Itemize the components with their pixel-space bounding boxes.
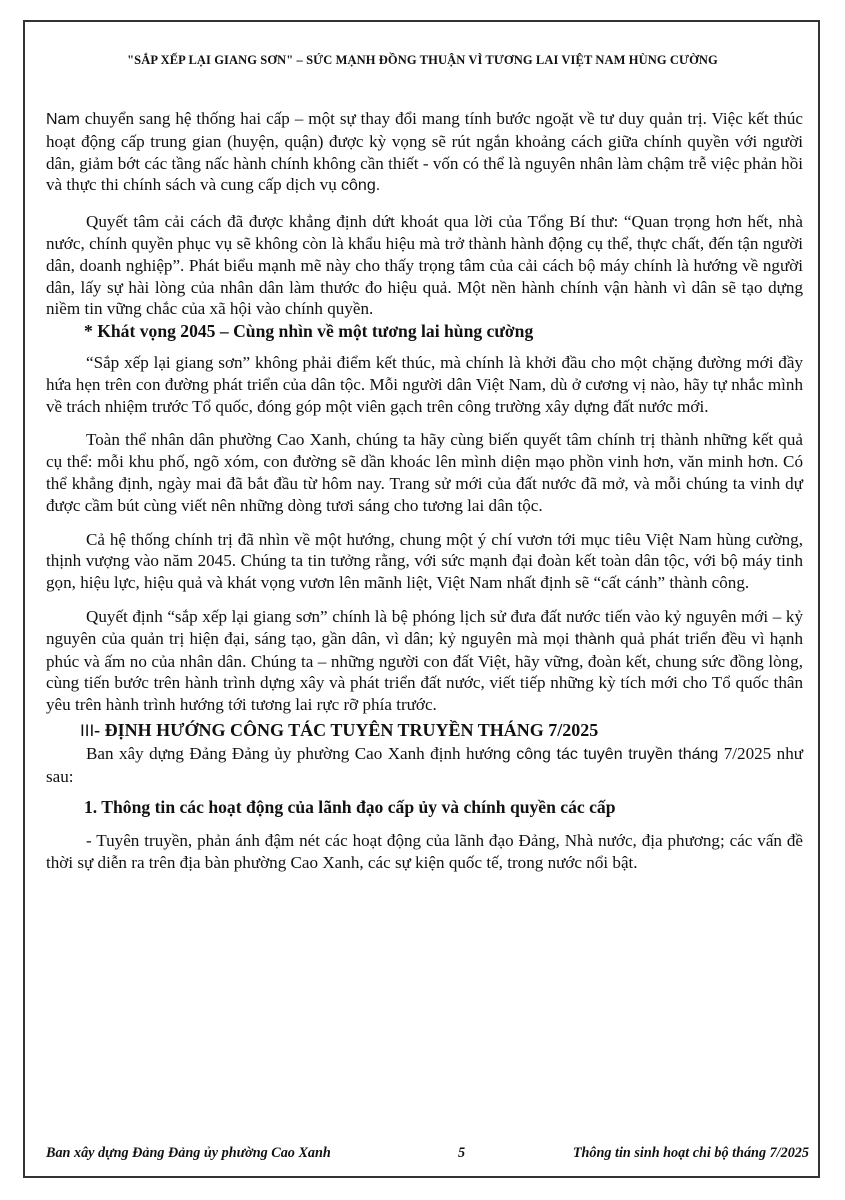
page-footer [46,1145,809,1165]
paragraph-text: Quyết định “sắp xếp lại giang sơn” chính là bệ phóng lịch sử đưa đất nước tiến vào kỷ nguyên mới – kỷ nguyên của quản trị hiện đại, sáng tạo, gần dân, vì dân; kỷ nguyên mà mọi [46,606,803,648]
paragraph-political-system: Cả hệ thống chính trị đã nhìn về một hướng, chung một ý chí vươn tới mục tiêu Việt Nam hùng cường, thịnh vượng vào năm 2045. Chúng ta tin tưởng rằng, với sức mạnh đại đoàn kết toàn dân tộc, với bộ máy tinh gọn, hiệu lực, hiệu quả và khát vọng vươn lên mãnh liệt, Việt Nam nhất định sẽ “cất cánh” thành công. [46,529,803,593]
paragraph-text: chuyển sang hệ thống hai cấp – một sự thay đổi mang tính bước ngoặt về tư duy quản trị. Việc kết thúc hoạt động cấp trung gian (huyện, quận) được kỳ vọng sẽ rút ngắn khoảng cách giữa chính quyền với người dân, giảm bớt các tầng nấc hành chính không cần thiết - vốn có thể là nguyên nhân làm chậm trễ việc phản hồi và thực thi chính sách và cung cấp dịch vụ [46,109,803,195]
paragraph-word: thành [574,630,615,648]
paragraph-text: quả phát triển đều vì hạnh phúc và ấm no của nhân dân. Chúng ta – những người con đất Việt, hãy vững, đoàn kết, chung sức đồng lòng, cùng tiến bước trên hành trình dựng xây và phát triển đất nước, viết tiếp những kỳ tích mới cho Tổ quốc thân yêu trên hành trình hướng tới tương lai rực rỡ phía trước. [46,628,804,715]
footer-publication: Thông tin sinh hoạt chi bộ tháng 7/2025 [572,1145,809,1161]
page-number: 5 [458,1145,466,1161]
paragraph-text-sans: ng công tác tuyên truyền tháng [492,745,719,763]
paragraph-reform-determination: Quyết tâm cải cách đã được khẳng định dứt khoát qua lời của Tổng Bí thư: “Quan trọng hơn hết, nhà nước, chính quyền phục vụ sẽ không còn là khẩu hiệu mà trở thành hành động cụ thể, thực chất, đến tận người dân, doanh nghiệp”. Phát biểu mạnh mẽ này cho thấy trọng tâm của cải cách bộ máy chính là hướng về người dân, lấy sự hài lòng của nhân dân làm thước đo hiệu quả. Một nền hành chính vận hành vì dân sẽ tạo dựng niềm tin vững chắc của xã hội vào chính quyền. [46,212,803,319]
paragraph-continuation [46,108,803,197]
footer-organization: Ban xây dựng Đảng Đảng ủy phường Cao Xanh [46,1145,331,1161]
running-header: "SẮP XẾP LẠI GIANG SƠN" – SỨC MẠNH ĐỒNG THUẬN VÌ TƯƠNG LAI VIỆT NAM HÙNG CƯỜNG [127,53,718,67]
paragraph-historic-launchpad [46,606,803,716]
paragraph-orientation-intro [46,743,803,788]
paragraph-tail-word: công. [341,177,381,195]
heading-subsection-1: 1. Thông tin các hoạt động của lãnh đạo cấp ủy và chính quyền các cấp [84,797,616,818]
paragraph-text: 7/2025 như sau: [46,743,804,786]
section-numeral: III [80,720,95,740]
page-content [46,108,803,874]
heading-section-iii [46,720,803,742]
paragraph-propaganda-activities: - Tuyên truyền, phản ánh đậm nét các hoạt động của lãnh đạo Đảng, Nhà nước, địa phương; các vấn đề thời sự diễn ra trên địa bàn phường Cao Xanh, các sự kiện quốc tế, trong nước nổi bật. [46,831,803,872]
section-title: - ĐỊNH HƯỚNG CÔNG TÁC TUYÊN TRUYỀN THÁNG 7/2025 [94,719,599,740]
heading-aspiration-2045: * Khát vọng 2045 – Cùng nhìn về một tương lai hùng cường [84,321,534,342]
paragraph-cao-xanh-people: Toàn thể nhân dân phường Cao Xanh, chúng ta hãy cùng biến quyết tâm chính trị thành những kết quả cụ thể: mỗi khu phố, ngõ xóm, con đường sẽ dần khoác lên mình diện mạo phồn vinh hơn, văn minh hơn. Có thể khẳng định, ngày mai đã bắt đầu từ hôm nay. Trang sử mới của đất nước đã mở, và mỗi chúng ta vinh dự được cầm bút cùng viết nên những dòng tươi sáng cho tương lai dân tộc. [46,430,803,515]
paragraph-new-journey: “Sắp xếp lại giang sơn” không phải điểm kết thúc, mà chính là khởi đầu cho một chặng đường mới đầy hứa hẹn trên con đường phát triển của dân tộc. Mỗi người dân Việt Nam, dù ở cương vị nào, hãy tự nhắc mình về trách nhiệm trước Tổ quốc, đóng góp một viên gạch trên công trường xây dựng đất nước mới. [46,352,803,416]
paragraph-text: Ban xây dựng Đảng Đảng ủy phường Cao Xanh định hướ [86,743,493,763]
paragraph-lead-word: Nam [46,111,80,128]
